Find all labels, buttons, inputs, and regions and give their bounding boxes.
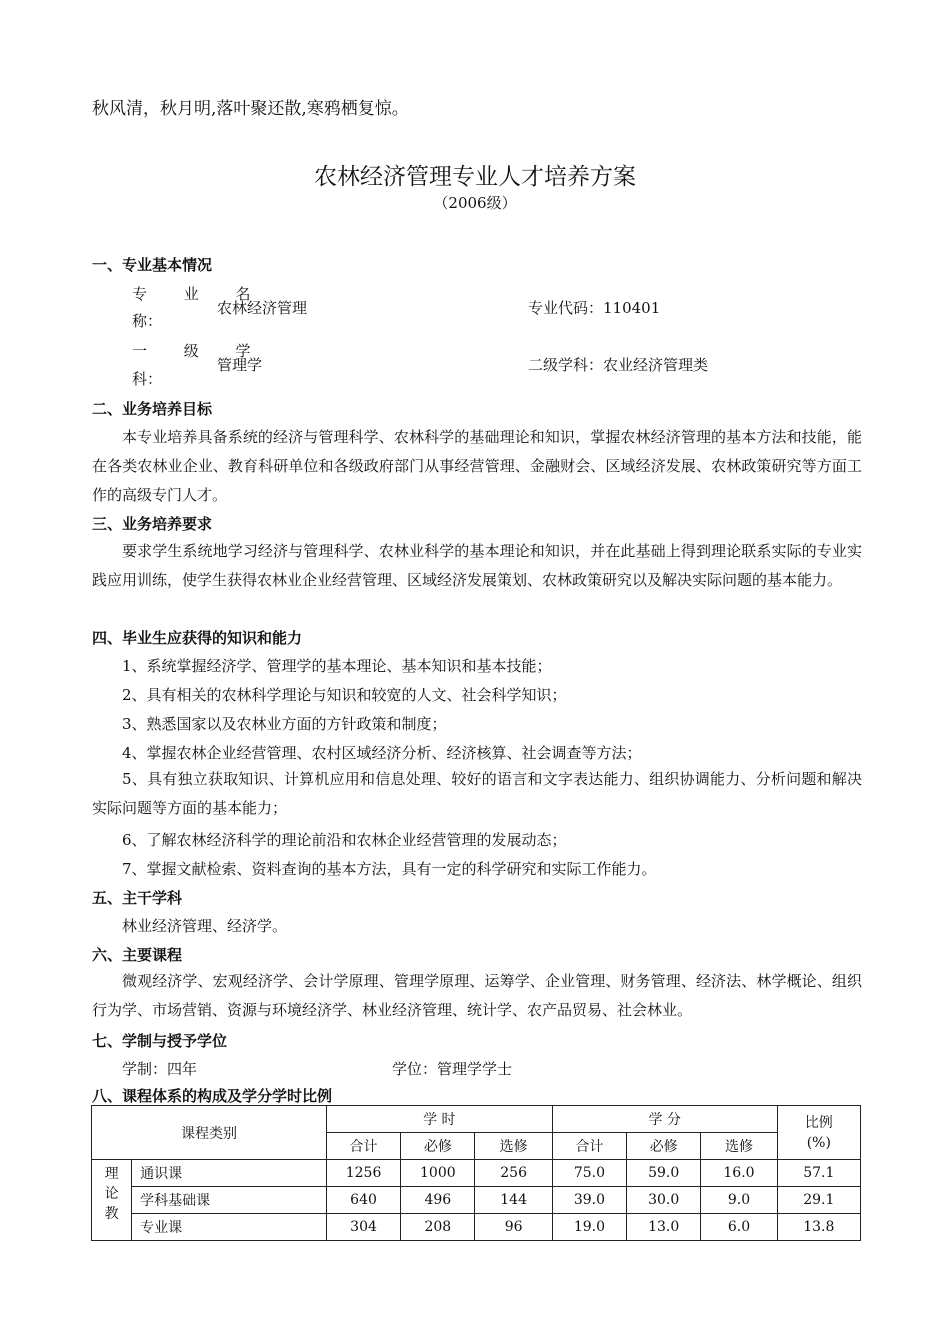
sub-hours-elective: 选修	[475, 1133, 552, 1160]
discipline-label: 一 级 学	[132, 342, 267, 360]
discipline-value: 管理学	[217, 356, 263, 374]
section7-heading: 七、学制与授予学位	[92, 1032, 228, 1050]
list-item: 5、具有独立获取知识、计算机应用和信息处理、较好的语言和文字表达能力、组织协调能力、分析问题和解决实际问题等方面的基本能力；	[92, 770, 862, 817]
list-item: 7、掌握文献检索、资料查询的基本方法，具有一定的科学研究和实际工作能力。	[122, 860, 657, 878]
table-cell: 19.0	[552, 1214, 626, 1241]
table-cell: 29.1	[777, 1187, 860, 1214]
major-name-label-cont: 称：	[132, 312, 163, 330]
header-category: 课程类别	[92, 1106, 327, 1160]
table-cell: 144	[475, 1187, 552, 1214]
table-cell: 256	[475, 1160, 552, 1187]
section1-heading: 一、专业基本情况	[92, 256, 213, 274]
header-hours: 学 时	[326, 1106, 552, 1133]
group-label-text: 理论教	[104, 1166, 119, 1222]
section6-heading: 六、主要课程	[92, 946, 183, 964]
table-cell: 57.1	[777, 1160, 860, 1187]
section2-heading: 二、业务培养目标	[92, 400, 213, 418]
document-subtitle: （2006级）	[433, 194, 517, 212]
sub-credits-elective: 选修	[701, 1133, 777, 1160]
table-cell: 13.0	[627, 1214, 701, 1241]
list-item: 4、掌握农林企业经营管理、农村区域经济分析、经济核算、社会调查等方法；	[122, 744, 642, 762]
header-credits: 学 分	[552, 1106, 777, 1133]
table-cell: 30.0	[627, 1187, 701, 1214]
document-title: 农林经济管理专业人才培养方案	[314, 164, 636, 190]
degree-awarded: 学位：管理学学士	[392, 1060, 513, 1078]
sub-hours-total: 合计	[326, 1133, 400, 1160]
table-cell: 496	[401, 1187, 475, 1214]
sub-hours-required: 必修	[401, 1133, 475, 1160]
table-row	[92, 1187, 861, 1214]
sub-credits-total: 合计	[552, 1133, 626, 1160]
section6-text: 微观经济学、宏观经济学、会计学原理、管理学原理、运筹学、企业管理、财务管理、经济法、林学概论、组织行为学、市场营销、资源与环境经济学、林业经济管理、统计学、农产品贸易、社会林业。	[92, 972, 862, 1019]
table-cell: 304	[326, 1214, 400, 1241]
study-duration: 学制：四年	[122, 1060, 198, 1078]
header-ratio	[777, 1106, 860, 1160]
table-row	[92, 1160, 861, 1187]
credit-hours-table	[91, 1105, 861, 1241]
table-cell: 13.8	[777, 1214, 860, 1241]
section3-text: 要求学生系统地学习经济与管理科学、农林业科学的基本理论和知识，并在此基础上得到理论联系实际的专业实践应用训练，使学生获得农林业企业经营管理、区域经济发展策划、农林政策研究以及解决实际问题的基本能力。	[92, 542, 862, 589]
table-cell: 96	[475, 1214, 552, 1241]
major-name-label: 专 业 名	[132, 285, 267, 303]
header-ratio-label: 比例	[804, 1114, 833, 1131]
course-category: 通识课	[132, 1160, 327, 1187]
list-item: 1、系统掌握经济学、管理学的基本理论、基本知识和基本技能；	[122, 657, 552, 675]
course-category: 专业课	[132, 1214, 327, 1241]
section5-heading: 五、主干学科	[92, 889, 183, 907]
table-cell: 16.0	[701, 1160, 777, 1187]
section5-text: 林业经济管理、经济学。	[122, 917, 288, 935]
list-item: 2、具有相关的农林科学理论与知识和较宽的人文、社会科学知识；	[122, 686, 567, 704]
group-label-theory	[92, 1160, 132, 1241]
table-cell: 6.0	[701, 1214, 777, 1241]
discipline-label-cont: 科：	[132, 370, 163, 388]
list-item: 3、熟悉国家以及农林业方面的方针政策和制度；	[122, 715, 447, 733]
table-cell: 39.0	[552, 1187, 626, 1214]
major-code: 专业代码：110401	[528, 299, 661, 317]
table-cell: 75.0	[552, 1160, 626, 1187]
table-header-row	[92, 1106, 861, 1133]
table-cell: 59.0	[627, 1160, 701, 1187]
table-cell: 1000	[401, 1160, 475, 1187]
section2-text: 本专业培养具备系统的经济与管理科学、农林科学的基础理论和知识，掌握农林经济管理的基本方法和技能，能在各类农林业企业、教育科研单位和各级政府部门从事经营管理、金融财会、区域经济发展、农林政策研究等方面工作的高级专门人才。	[92, 428, 862, 504]
major-name-value: 农林经济管理	[217, 299, 308, 317]
poem-line: 秋风清，秋月明,落叶聚还散,寒鸦栖复惊。	[92, 99, 409, 119]
section8-heading: 八、课程体系的构成及学分学时比例	[92, 1087, 333, 1105]
sub-credits-required: 必修	[627, 1133, 701, 1160]
table-cell: 9.0	[701, 1187, 777, 1214]
course-category: 学科基础课	[132, 1187, 327, 1214]
list-item: 6、了解农林经济科学的理论前沿和农林企业经营管理的发展动态；	[122, 831, 567, 849]
header-ratio-unit: (%)	[806, 1134, 831, 1151]
table-cell: 208	[401, 1214, 475, 1241]
second-discipline: 二级学科：农业经济管理类	[528, 356, 709, 374]
table-cell: 640	[326, 1187, 400, 1214]
table-row	[92, 1214, 861, 1241]
section3-heading: 三、业务培养要求	[92, 515, 213, 533]
section4-heading: 四、毕业生应获得的知识和能力	[92, 629, 303, 647]
table-cell: 1256	[326, 1160, 400, 1187]
